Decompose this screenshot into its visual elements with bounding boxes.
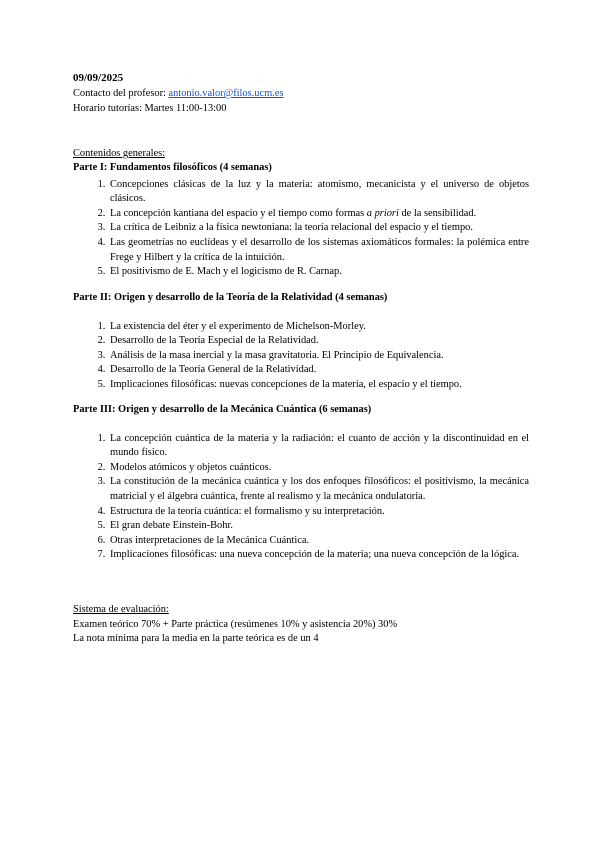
evaluation-heading: Sistema de evaluación: bbox=[73, 604, 169, 615]
list-item: 5. El positivismo de E. Mach y el logicismo de R. Carnap. bbox=[108, 265, 529, 280]
evaluation-section bbox=[73, 603, 529, 647]
contact-label: Contacto del profesor: bbox=[73, 88, 169, 99]
contact-line bbox=[73, 87, 529, 102]
list-item: 2. Desarrollo de la Teoría Especial de la Relatividad. bbox=[108, 334, 529, 349]
office-hours: Horario tutorías: Martes 11:00-13:00 bbox=[73, 103, 227, 114]
list-item: 4. Estructura de la teoría cuántica: el formalismo y su interpretación. bbox=[108, 505, 529, 520]
list-item: 3. La constitución de la mecánica cuántica y los dos enfoques filosóficos: el positivismo, la mecánica matricial y el álgebra cuántica, frente al realismo y la mecánica ondulatoria. bbox=[108, 475, 529, 504]
list-item bbox=[108, 207, 529, 222]
list-item: 5. El gran debate Einstein-Bohr. bbox=[108, 519, 529, 534]
list-item-text: de la sensibilidad. bbox=[401, 207, 477, 219]
part-2-title: Parte II: Origen y desarrollo de la Teoría de la Relatividad (4 semanas) bbox=[73, 292, 388, 303]
contents-heading bbox=[73, 147, 529, 162]
list-item: 4. Desarrollo de la Teoría General de la Relatividad. bbox=[108, 363, 529, 378]
evaluation-line-2: La nota mínima para la media en la parte teórica es de un 4 bbox=[73, 633, 319, 645]
part-3-list bbox=[73, 432, 529, 563]
list-item-text: La concepción kantiana del espacio y el tiempo como formas bbox=[110, 207, 365, 219]
contents-heading-text: Contenidos generales: bbox=[73, 148, 166, 159]
list-item: 1. Concepciones clásicas de la luz y la materia: atomismo, mecanicista y el universo de objetos clásicos. bbox=[108, 178, 529, 207]
list-item: 4. Las geometrías no euclídeas y el desarrollo de los sistemas axiomáticos formales: la polémica entre Frege y Hilbert y la crítica de la intuición. bbox=[108, 236, 529, 265]
list-item: 2. Modelos atómicos y objetos cuánticos. bbox=[108, 461, 529, 476]
list-item-emphasis: a priori bbox=[366, 207, 399, 219]
evaluation-line-1: Examen teórico 70% + Parte práctica (resúmenes 10% y asistencia 20%) 30% bbox=[73, 618, 398, 630]
list-item: 6. Otras interpretaciones de la Mecánica Cuántica. bbox=[108, 534, 529, 549]
date: 09/09/2025 bbox=[73, 72, 124, 84]
list-item: 7. Implicaciones filosóficas: una nueva concepción de la materia; una nueva concepción de la lógica. bbox=[108, 548, 529, 563]
part-1-list bbox=[73, 178, 529, 280]
list-item: 5. Implicaciones filosóficas: nuevas concepciones de la materia, el espacio y el tiempo. bbox=[108, 378, 529, 393]
part-1-section bbox=[73, 161, 529, 280]
part-1-title: Parte I: Fundamentos filosóficos (4 semanas) bbox=[73, 162, 272, 173]
part-3-title: Parte III: Origen y desarrollo de la Mecánica Cuántica (6 semanas) bbox=[73, 404, 372, 415]
list-item: 3. La crítica de Leibniz a la física newtoniana: la teoría relacional del espacio y el tiempo. bbox=[108, 221, 529, 236]
part-2-section bbox=[73, 291, 529, 393]
part-2-list bbox=[73, 320, 529, 393]
part-3-section bbox=[73, 403, 529, 563]
contact-email-link[interactable]: antonio.valor@filos.ucm.es bbox=[168, 88, 284, 99]
list-item: 1. La existencia del éter y el experimento de Michelson-Morley. bbox=[108, 320, 529, 335]
list-item: 1. La concepción cuántica de la materia y la radiación: el cuanto de acción y la discontinuidad en el mundo físico. bbox=[108, 432, 529, 461]
list-item: 3. Análisis de la masa inercial y la masa gravitatoria. El Principio de Equivalencia. bbox=[108, 349, 529, 364]
